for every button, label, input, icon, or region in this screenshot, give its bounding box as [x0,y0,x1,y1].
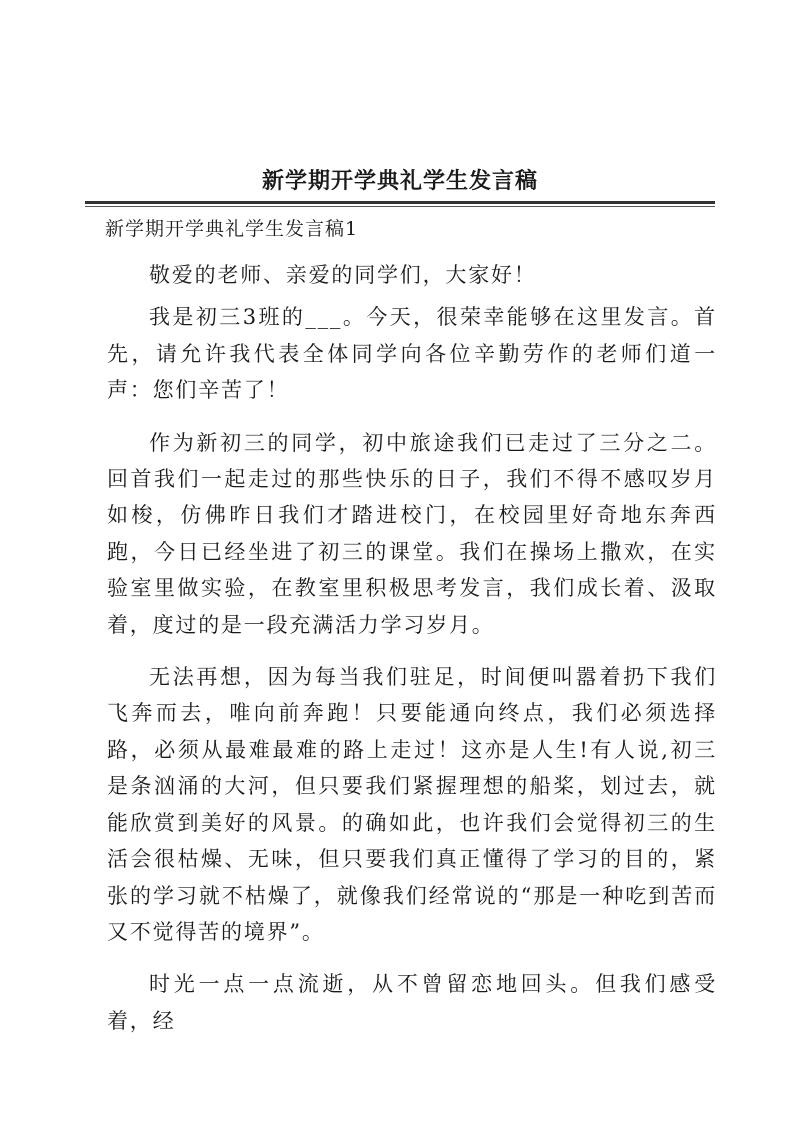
paragraph-introduction: 我是初三3班的___。今天，很荣幸能够在这里发言。首先，请允许我代表全体同学向各位辛勤劳作的老师们道一声：您们辛苦了！ [107,305,717,403]
paragraph-perseverance: 无法再想，因为每当我们驻足，时间便叫嚣着扔下我们飞奔而去，唯向前奔跑！只要能通向终点，我们必须选择路，必须从最难最难的路上走过！这亦是人生!有人说,初三是条汹涌的大河，但只要我们紧握理想的船桨，划过去，就能欣赏到美好的风景。的确如此，也许我们会觉得初三的生活会很枯燥、无味，但只要我们真正懂得了学习的目的，紧张的学习就不枯燥了，就像我们经常说的“那是一种吃到苦而又不觉得苦的境界”。 [107,665,717,944]
paragraph-greeting: 敬爱的老师、亲爱的同学们，大家好！ [149,263,537,287]
title-divider-thick [85,201,715,204]
document-title: 新学期开学典礼学生发言稿 [261,169,538,194]
paragraph-time: 时光一点一点流逝，从不曾留恋地回头。但我们感受着，经 [107,972,717,1033]
document-body [107,257,717,1039]
paragraph-reflection: 作为新初三的同学，初中旅途我们已走过了三分之二。回首我们一起走过的那些快乐的日子，我们不得不感叹岁月如梭，仿佛昨日我们才踏进校门，在校园里好奇地东奔西跑，今日已经坐进了初三的课堂。我们在操场上撒欢，在实验室里做实验，在教室里积极思考发言，我们成长着、汲取着，度过的是一段充满活力学习岁月。 [107,430,717,637]
title-divider-thin [85,206,715,207]
section-heading: 新学期开学典礼学生发言稿1 [105,218,359,240]
